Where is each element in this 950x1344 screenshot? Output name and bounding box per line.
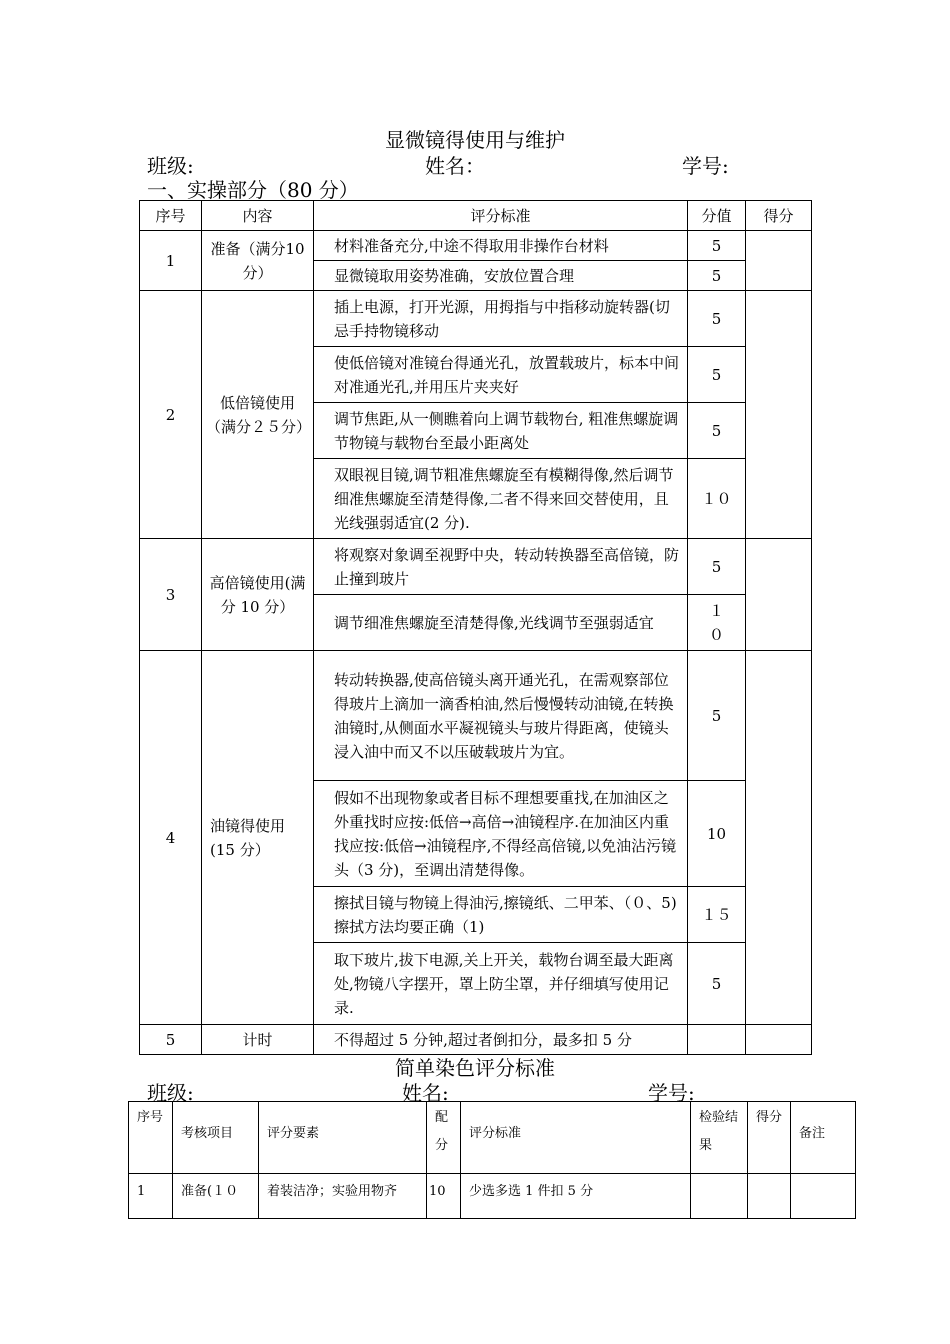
row-note[interactable]	[791, 1174, 856, 1219]
row-content: 油镜得使用(15 分）	[202, 651, 314, 1025]
points-cell: １０	[688, 459, 746, 539]
points-cell: 5	[688, 539, 746, 595]
criterion-cell: 显微镜取用姿势准确，安放位置合理	[314, 261, 688, 291]
header-points: 分值	[688, 201, 746, 231]
criterion-cell: 双眼视目镜,调节粗准焦螺旋至有模糊得像,然后调节细准焦螺旋至清楚得像,二者不得来回交替使用，且光线强弱适宜(2 分).	[314, 459, 688, 539]
row-no: 2	[140, 291, 202, 539]
class-label: 班级:	[147, 154, 194, 178]
row-points: 10	[427, 1174, 461, 1219]
student-id-label: 学号:	[682, 154, 729, 178]
score-input-cell[interactable]	[746, 291, 812, 539]
points-cell: 5	[688, 943, 746, 1025]
header-result: 检验结果	[691, 1102, 748, 1174]
points-cell: 5	[688, 291, 746, 347]
header-content: 内容	[202, 201, 314, 231]
criterion-cell: 不得超过 5 分钟,超过者倒扣分，最多扣 5 分	[314, 1025, 688, 1055]
table-row	[140, 291, 812, 347]
criterion-cell: 使低倍镜对准镜台得通光孔，放置载玻片，标本中间对准通光孔,并用压片夹夹好	[314, 347, 688, 403]
header-score: 得分	[746, 201, 812, 231]
row-no: 1	[129, 1174, 173, 1219]
points-cell: 5	[688, 261, 746, 291]
table-row	[140, 1025, 812, 1055]
header-score: 得分	[748, 1102, 791, 1174]
row-no: 5	[140, 1025, 202, 1055]
row-no: 1	[140, 231, 202, 291]
points-cell: １０	[688, 595, 746, 651]
row-standard: 少选多选 1 件扣 5 分	[461, 1174, 691, 1219]
row-result[interactable]	[691, 1174, 748, 1219]
score-input-cell[interactable]	[746, 231, 812, 291]
table-row	[140, 231, 812, 261]
row-content: 准备（满分10 分）	[202, 231, 314, 291]
criterion-cell: 材料准备充分,中途不得取用非操作台材料	[314, 231, 688, 261]
student-id-label-2: 学号:	[648, 1081, 695, 1105]
row-element: 着装洁净；实验用物齐	[259, 1174, 427, 1219]
table-header-row	[129, 1102, 856, 1174]
criterion-cell: 擦拭目镜与物镜上得油污,擦镜纸、二甲苯、（０、5)擦拭方法均要正确（1)	[314, 887, 688, 943]
row-score[interactable]	[748, 1174, 791, 1219]
criterion-cell: 转动转换器,使高倍镜头离开通光孔，在需观察部位得玻片上滴加一滴香柏油,然后慢慢转动油镜,在转换油镜时,从侧面水平凝视镜头与玻片得距离，使镜头浸入油中而又不以压破载玻片为宜。	[314, 651, 688, 781]
score-input-cell[interactable]	[746, 539, 812, 651]
name-label-2: 姓名:	[402, 1081, 449, 1105]
criterion-cell: 将观察对象调至视野中央，转动转换器至高倍镜，防止撞到玻片	[314, 539, 688, 595]
score-input-cell[interactable]	[746, 1025, 812, 1055]
section2-title: 简单染色评分标准	[395, 1056, 555, 1080]
scoring-table-staining	[128, 1101, 856, 1219]
points-cell: 10	[688, 781, 746, 887]
header-element: 评分要素	[259, 1102, 427, 1174]
header-points: 配分	[427, 1102, 461, 1174]
points-cell: １５	[688, 887, 746, 943]
section-heading: 一、实操部分（80 分）	[147, 178, 359, 202]
table-row	[129, 1174, 856, 1219]
points-cell: 5	[688, 651, 746, 781]
criterion-cell: 取下玻片,拔下电源,关上开关，载物台调至最大距离处,物镜八字摆开，罩上防尘罩，并仔细填写使用记录.	[314, 943, 688, 1025]
criterion-cell: 插上电源，打开光源，用拇指与中指移动旋转器(切忌手持物镜移动	[314, 291, 688, 347]
header-item: 考核项目	[173, 1102, 259, 1174]
points-cell: 5	[688, 347, 746, 403]
header-no: 序号	[140, 201, 202, 231]
row-no: 4	[140, 651, 202, 1025]
row-content: 计时	[202, 1025, 314, 1055]
criterion-cell: 假如不出现物象或者目标不理想要重找,在加油区之外重找时应按:低倍→高倍→油镜程序.在加油区内重找应按:低倍→油镜程序,不得经高倍镜,以免油沾污镜头（3 分)，至调出清楚得像。	[314, 781, 688, 887]
row-content: 高倍镜使用(满分 10 分）	[202, 539, 314, 651]
points-cell	[688, 1025, 746, 1055]
scoring-table-microscope	[139, 200, 812, 1055]
header-no: 序号	[129, 1102, 173, 1174]
header-criteria: 评分标准	[314, 201, 688, 231]
header-standard: 评分标准	[461, 1102, 691, 1174]
points-cell: 5	[688, 403, 746, 459]
criterion-cell: 调节焦距,从一侧瞧着向上调节载物台, 粗准焦螺旋调节物镜与载物台至最小距离处	[314, 403, 688, 459]
row-no: 3	[140, 539, 202, 651]
criterion-cell: 调节细准焦螺旋至清楚得像,光线调节至强弱适宜	[314, 595, 688, 651]
row-item: 准备(１０	[173, 1174, 259, 1219]
table-header-row	[140, 201, 812, 231]
header-note: 备注	[791, 1102, 856, 1174]
row-content: 低倍镜使用（满分２５分）	[202, 291, 314, 539]
table-row	[140, 651, 812, 781]
points-cell: 5	[688, 231, 746, 261]
score-input-cell[interactable]	[746, 651, 812, 1025]
class-label-2: 班级:	[147, 1081, 194, 1105]
table-row	[140, 539, 812, 595]
name-label: 姓名：	[425, 154, 485, 178]
doc-title: 显微镜得使用与维护	[385, 128, 565, 152]
